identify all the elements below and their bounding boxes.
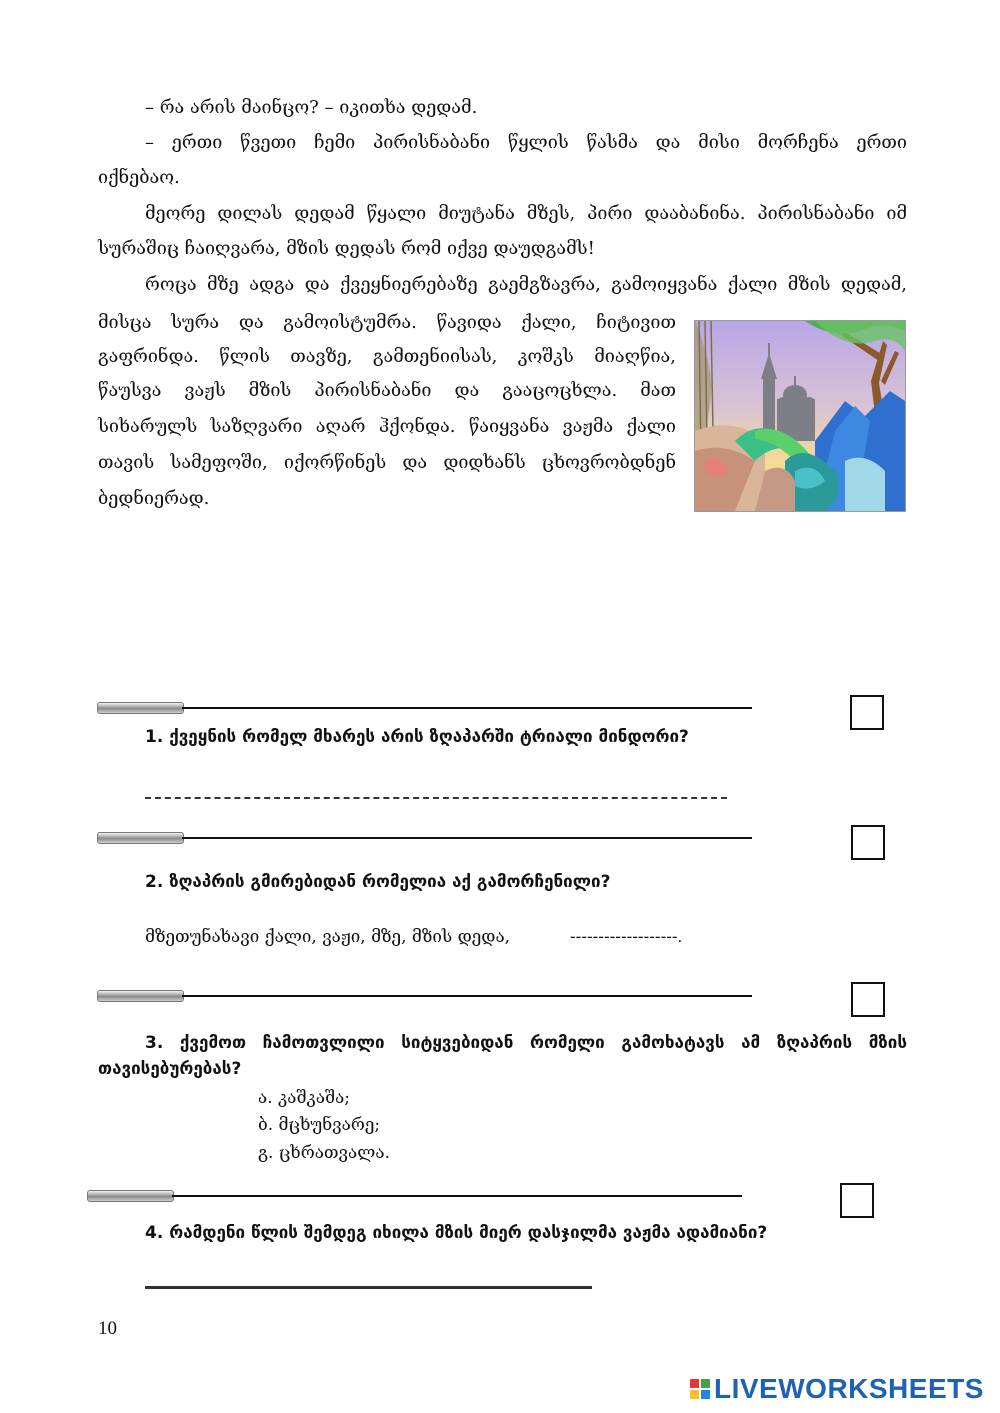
story-para4-line7: ბედნიერად. bbox=[98, 488, 210, 509]
question-4-text: 4. რამდენი წლის შემდეგ იხილა მზის მიერ დასჯილმა ვაჟმა ადამიანი? bbox=[145, 1223, 768, 1243]
question-4-answer-line[interactable] bbox=[145, 1286, 592, 1289]
story-para4-line5: სიხარულს საზღვარი აღარ ჰქონდა. წაიყვანა ვაჟმა ქალი bbox=[98, 416, 676, 437]
question-2-score-box[interactable] bbox=[851, 825, 885, 860]
question-3-score-box[interactable] bbox=[851, 982, 885, 1017]
question-2-answer-blank[interactable]: -------------------. bbox=[570, 927, 683, 946]
question-4-rule bbox=[172, 1195, 742, 1197]
story-para3-line1: მეორე დილას დედამ წყალი მიუტანა მზეს, პირი დააბანინა. პირისნაბანი იმ bbox=[145, 203, 907, 224]
story-para4-line2: მისცა სურა და გამოისტუმრა. წავიდა ქალი, ჩიტივით bbox=[98, 312, 676, 333]
question-2-marker-bar bbox=[97, 832, 184, 844]
question-3-choice-b[interactable]: ბ. მცხუნვარე; bbox=[258, 1115, 381, 1135]
story-para2-line2: იქნებაო. bbox=[98, 167, 180, 188]
church-landscape-illustration bbox=[694, 320, 906, 512]
question-4-marker-bar bbox=[87, 1190, 174, 1202]
question-1-marker-bar bbox=[97, 702, 184, 714]
story-para4-line4: წაუსვა ვაჟს მზის პირისნაბანი და გააცოცხლა. მათ bbox=[98, 380, 676, 401]
story-para4-line6: თავის სამეფოში, იქორწინეს და დიდხანს ცხოვრობდნენ bbox=[98, 452, 676, 473]
question-2-rule bbox=[182, 837, 752, 839]
question-1-text: 1. ქვეყნის რომელ მხარეს არის ზღაპარში ტრიალი მინდორი? bbox=[145, 727, 689, 747]
question-1-answer-line[interactable] bbox=[145, 797, 727, 799]
story-para2-line1: – ერთი წვეთი ჩემი პირისნაბანი წყლის წასმა და მისი მორჩენა ერთი bbox=[145, 132, 907, 153]
question-3-choice-c[interactable]: გ. ცხრათვალა. bbox=[258, 1143, 390, 1163]
question-4-score-box[interactable] bbox=[840, 1183, 874, 1218]
question-3-marker-bar bbox=[97, 990, 184, 1002]
question-2-text: 2. ზღაპრის გმირებიდან რომელია აქ გამორჩენილი? bbox=[145, 872, 611, 892]
question-3-text-line2: თავისებურებას? bbox=[98, 1059, 242, 1079]
story-line-1: – რა არის მაინცო? – იკითხა დედამ. bbox=[145, 97, 478, 118]
logo-text: LIVEWORKSHEETS bbox=[714, 1373, 984, 1404]
question-3-text-line1: 3. ქვემოთ ჩამოთვლილი სიტყვებიდან რომელი გამოხატავს ამ ზღაპრის მზის bbox=[145, 1033, 907, 1053]
logo-blocks-icon bbox=[690, 1379, 710, 1399]
question-3-rule bbox=[182, 995, 752, 997]
story-para3-line2: სურაშიც ჩაიღვარა, მზის დედას რომ იქვე დაუდგამს! bbox=[98, 238, 595, 259]
question-3-choice-a[interactable]: ა. კაშკაშა; bbox=[258, 1088, 351, 1108]
story-para4-line1: როცა მზე ადგა და ქვეყნიერებაზე გაემგზავრა, გამოიყვანა ქალი მზის დედამ, bbox=[145, 274, 907, 295]
story-para4-line3: გაფრინდა. წლის თავზე, გამთენიისას, კოშკს მიაღწია, bbox=[98, 346, 676, 367]
question-2-options: მზეთუნახავი ქალი, ვაჟი, მზე, მზის დედა, bbox=[145, 927, 511, 947]
question-1-score-box[interactable] bbox=[850, 695, 884, 730]
page-number: 10 bbox=[98, 1318, 117, 1339]
question-1-rule bbox=[182, 707, 752, 709]
liveworksheets-logo bbox=[690, 1372, 984, 1406]
